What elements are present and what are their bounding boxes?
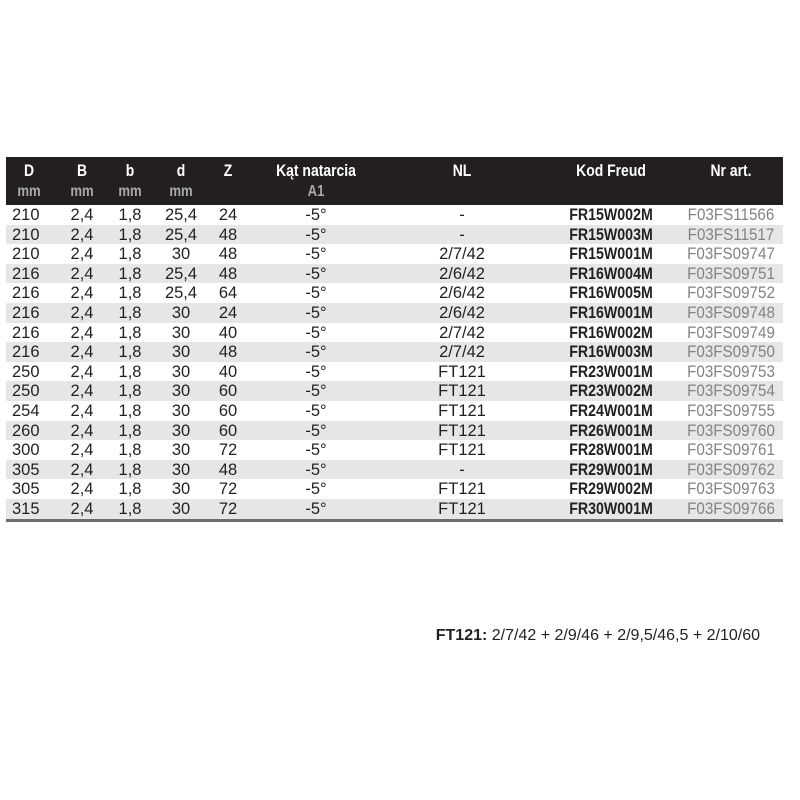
- cell-d: 30: [171, 480, 191, 499]
- cell-a: -5°: [305, 362, 327, 381]
- cell-nl: FT121: [438, 362, 486, 381]
- cell-b: 1,8: [118, 225, 142, 244]
- cell-b: 1,8: [118, 480, 142, 499]
- cell-nl: 2/7/42: [439, 245, 485, 264]
- cell-z: 48: [218, 225, 238, 244]
- cell-d: 25,4: [164, 225, 198, 244]
- cell-d: 216: [12, 303, 40, 322]
- cell-b: 2,4: [70, 401, 94, 420]
- cell-b: 1,8: [118, 303, 142, 322]
- cell-b: 2,4: [70, 460, 94, 479]
- table-row: [6, 499, 783, 519]
- cell-k: FR30W001M: [569, 499, 653, 518]
- cell-d: 25,4: [164, 264, 198, 283]
- cell-nl: -: [459, 460, 465, 479]
- cell-n: F03FS09747: [687, 245, 775, 264]
- table-bottom-rule: [6, 519, 783, 522]
- cell-d: 30: [171, 460, 191, 479]
- cell-d: 250: [12, 362, 40, 381]
- cell-nl: FT121: [438, 480, 486, 499]
- cell-nl: 2/7/42: [439, 343, 485, 362]
- table-row: [6, 225, 783, 245]
- cell-k: FR16W001M: [569, 303, 653, 322]
- table-row: [6, 264, 783, 284]
- cell-n: F03FS09760: [687, 421, 775, 440]
- cell-d: 210: [12, 225, 40, 244]
- column-header-z: Z: [223, 161, 233, 180]
- cell-b: 2,4: [70, 245, 94, 264]
- cell-d: 25,4: [164, 206, 198, 224]
- cell-d: 30: [171, 323, 191, 342]
- cell-d: 254: [12, 401, 40, 420]
- cell-d: 210: [12, 245, 40, 264]
- cell-a: -5°: [305, 206, 327, 224]
- table-header: [6, 157, 783, 205]
- cell-k: FR15W003M: [569, 225, 653, 244]
- cell-n: F03FS09748: [687, 303, 775, 322]
- cell-a: -5°: [305, 264, 327, 283]
- cell-b: 1,8: [118, 362, 142, 381]
- cell-k: FR16W004M: [569, 264, 653, 283]
- cell-d: 305: [12, 480, 40, 499]
- cell-nl: FT121: [438, 441, 486, 460]
- cell-a: -5°: [305, 382, 327, 401]
- cell-b: 2,4: [70, 441, 94, 460]
- cell-b: 2,4: [70, 343, 94, 362]
- cell-b: 2,4: [70, 499, 94, 518]
- cell-b: 1,8: [118, 206, 142, 224]
- cell-b: 2,4: [70, 323, 94, 342]
- cell-d: 216: [12, 284, 40, 303]
- cell-z: 64: [218, 284, 238, 303]
- table-row: [6, 323, 783, 343]
- cell-z: 72: [218, 441, 238, 460]
- cell-n: F03FS09753: [687, 362, 775, 381]
- cell-b: 2,4: [70, 264, 94, 283]
- cell-d: 30: [171, 421, 191, 440]
- column-unit-a: A1: [307, 183, 325, 200]
- table-row: [6, 440, 783, 460]
- cell-nl: 2/6/42: [439, 264, 485, 283]
- cell-z: 24: [218, 303, 238, 322]
- cell-d: 216: [12, 323, 40, 342]
- cell-a: -5°: [305, 343, 327, 362]
- cell-a: -5°: [305, 284, 327, 303]
- cell-k: FR15W002M: [569, 206, 653, 224]
- cell-z: 72: [218, 480, 238, 499]
- footnote-label: FT121:: [435, 627, 488, 644]
- table-row: [6, 421, 783, 441]
- table-row: [6, 342, 783, 362]
- cell-k: FR23W001M: [569, 362, 653, 381]
- column-header-d: d: [176, 161, 186, 180]
- cell-a: -5°: [305, 225, 327, 244]
- cell-d: 25,4: [164, 284, 198, 303]
- cell-k: FR29W001M: [569, 460, 653, 479]
- cell-z: 48: [218, 245, 238, 264]
- cell-d: 30: [171, 362, 191, 381]
- table-row: [6, 362, 783, 382]
- cell-k: FR24W001M: [569, 401, 653, 420]
- cell-z: 24: [218, 206, 238, 224]
- cell-nl: 2/6/42: [439, 284, 485, 303]
- cell-b: 1,8: [118, 284, 142, 303]
- column-header-b: b: [125, 161, 135, 180]
- cell-b: 2,4: [70, 362, 94, 381]
- column-header-k: Kod Freud: [576, 161, 646, 180]
- cell-d: 30: [171, 441, 191, 460]
- cell-z: 60: [218, 401, 238, 420]
- cell-nl: 2/7/42: [439, 323, 485, 342]
- cell-b: 1,8: [118, 343, 142, 362]
- cell-b: 1,8: [118, 382, 142, 401]
- cell-n: F03FS09749: [687, 323, 775, 342]
- cell-z: 48: [218, 264, 238, 283]
- cell-a: -5°: [305, 441, 327, 460]
- column-header-nl: NL: [452, 161, 472, 180]
- column-header-b: B: [76, 161, 88, 180]
- column-unit-b: mm: [118, 183, 142, 200]
- cell-b: 2,4: [70, 480, 94, 499]
- cell-z: 72: [218, 499, 238, 518]
- table-row: [6, 303, 783, 323]
- cell-nl: -: [459, 225, 465, 244]
- cell-nl: FT121: [438, 499, 486, 518]
- cell-a: -5°: [305, 303, 327, 322]
- cell-b: 2,4: [70, 421, 94, 440]
- table-row: [6, 479, 783, 499]
- cell-nl: FT121: [438, 421, 486, 440]
- column-unit-d: mm: [17, 183, 41, 200]
- cell-n: F03FS09755: [687, 401, 775, 420]
- table-row: [6, 401, 783, 421]
- footnote: [436, 627, 760, 645]
- cell-z: 60: [218, 421, 238, 440]
- cell-k: FR16W003M: [569, 343, 653, 362]
- cell-d: 30: [171, 382, 191, 401]
- cell-a: -5°: [305, 421, 327, 440]
- cell-z: 48: [218, 460, 238, 479]
- cell-z: 40: [218, 362, 238, 381]
- cell-nl: FT121: [438, 401, 486, 420]
- cell-b: 1,8: [118, 323, 142, 342]
- cell-b: 1,8: [118, 245, 142, 264]
- cell-b: 2,4: [70, 206, 94, 224]
- cell-k: FR23W002M: [569, 382, 653, 401]
- cell-k: FR15W001M: [569, 245, 653, 264]
- cell-b: 1,8: [118, 401, 142, 420]
- column-header-a: Kąt natarcia: [276, 161, 356, 180]
- cell-nl: 2/6/42: [439, 303, 485, 322]
- cell-k: FR16W005M: [569, 284, 653, 303]
- table-row: [6, 283, 783, 303]
- cell-n: F03FS09762: [687, 460, 775, 479]
- column-header-d: D: [23, 161, 35, 180]
- cell-d: 216: [12, 264, 40, 283]
- cell-k: FR29W002M: [569, 480, 653, 499]
- cell-d: 30: [171, 401, 191, 420]
- cell-a: -5°: [305, 480, 327, 499]
- cell-b: 1,8: [118, 421, 142, 440]
- table-row: [6, 205, 783, 225]
- cell-n: F03FS11517: [687, 225, 775, 244]
- cell-z: 40: [218, 323, 238, 342]
- cell-k: FR28W001M: [569, 441, 653, 460]
- cell-z: 48: [218, 343, 238, 362]
- cell-d: 300: [12, 441, 40, 460]
- cell-b: 1,8: [118, 264, 142, 283]
- cell-n: F03FS09763: [687, 480, 775, 499]
- cell-nl: FT121: [438, 382, 486, 401]
- cell-b: 2,4: [70, 284, 94, 303]
- cell-d: 315: [12, 499, 40, 518]
- cell-a: -5°: [305, 323, 327, 342]
- cell-n: F03FS09761: [687, 441, 775, 460]
- cell-k: FR16W002M: [569, 323, 653, 342]
- cell-b: 2,4: [70, 303, 94, 322]
- cell-n: F03FS09754: [687, 382, 775, 401]
- cell-d: 30: [171, 303, 191, 322]
- column-header-n: Nr art.: [710, 161, 752, 180]
- table-body: [6, 205, 783, 519]
- cell-b: 1,8: [118, 460, 142, 479]
- column-unit-b: mm: [70, 183, 94, 200]
- cell-d: 305: [12, 460, 40, 479]
- cell-b: 2,4: [70, 382, 94, 401]
- cell-a: -5°: [305, 401, 327, 420]
- cell-n: F03FS09766: [687, 499, 775, 518]
- product-table: [6, 157, 783, 522]
- cell-a: -5°: [305, 245, 327, 264]
- column-unit-d: mm: [169, 183, 193, 200]
- cell-a: -5°: [305, 499, 327, 518]
- cell-d: 30: [171, 343, 191, 362]
- cell-n: F03FS11566: [687, 206, 775, 224]
- cell-d: 30: [171, 245, 191, 264]
- footnote-text: 2/7/42 + 2/9/46 + 2/9,5/46,5 + 2/10/60: [487, 627, 760, 644]
- table-row: [6, 381, 783, 401]
- cell-d: 260: [12, 421, 40, 440]
- cell-b: 1,8: [118, 441, 142, 460]
- cell-d: 30: [171, 499, 191, 518]
- table-row: [6, 244, 783, 264]
- cell-b: 1,8: [118, 499, 142, 518]
- cell-nl: -: [459, 206, 465, 224]
- cell-d: 210: [12, 206, 40, 224]
- cell-n: F03FS09751: [687, 264, 775, 283]
- cell-n: F03FS09752: [687, 284, 775, 303]
- cell-z: 60: [218, 382, 238, 401]
- cell-b: 2,4: [70, 225, 94, 244]
- cell-a: -5°: [305, 460, 327, 479]
- table-row: [6, 460, 783, 480]
- cell-d: 216: [12, 343, 40, 362]
- cell-k: FR26W001M: [569, 421, 653, 440]
- cell-d: 250: [12, 382, 40, 401]
- cell-n: F03FS09750: [687, 343, 775, 362]
